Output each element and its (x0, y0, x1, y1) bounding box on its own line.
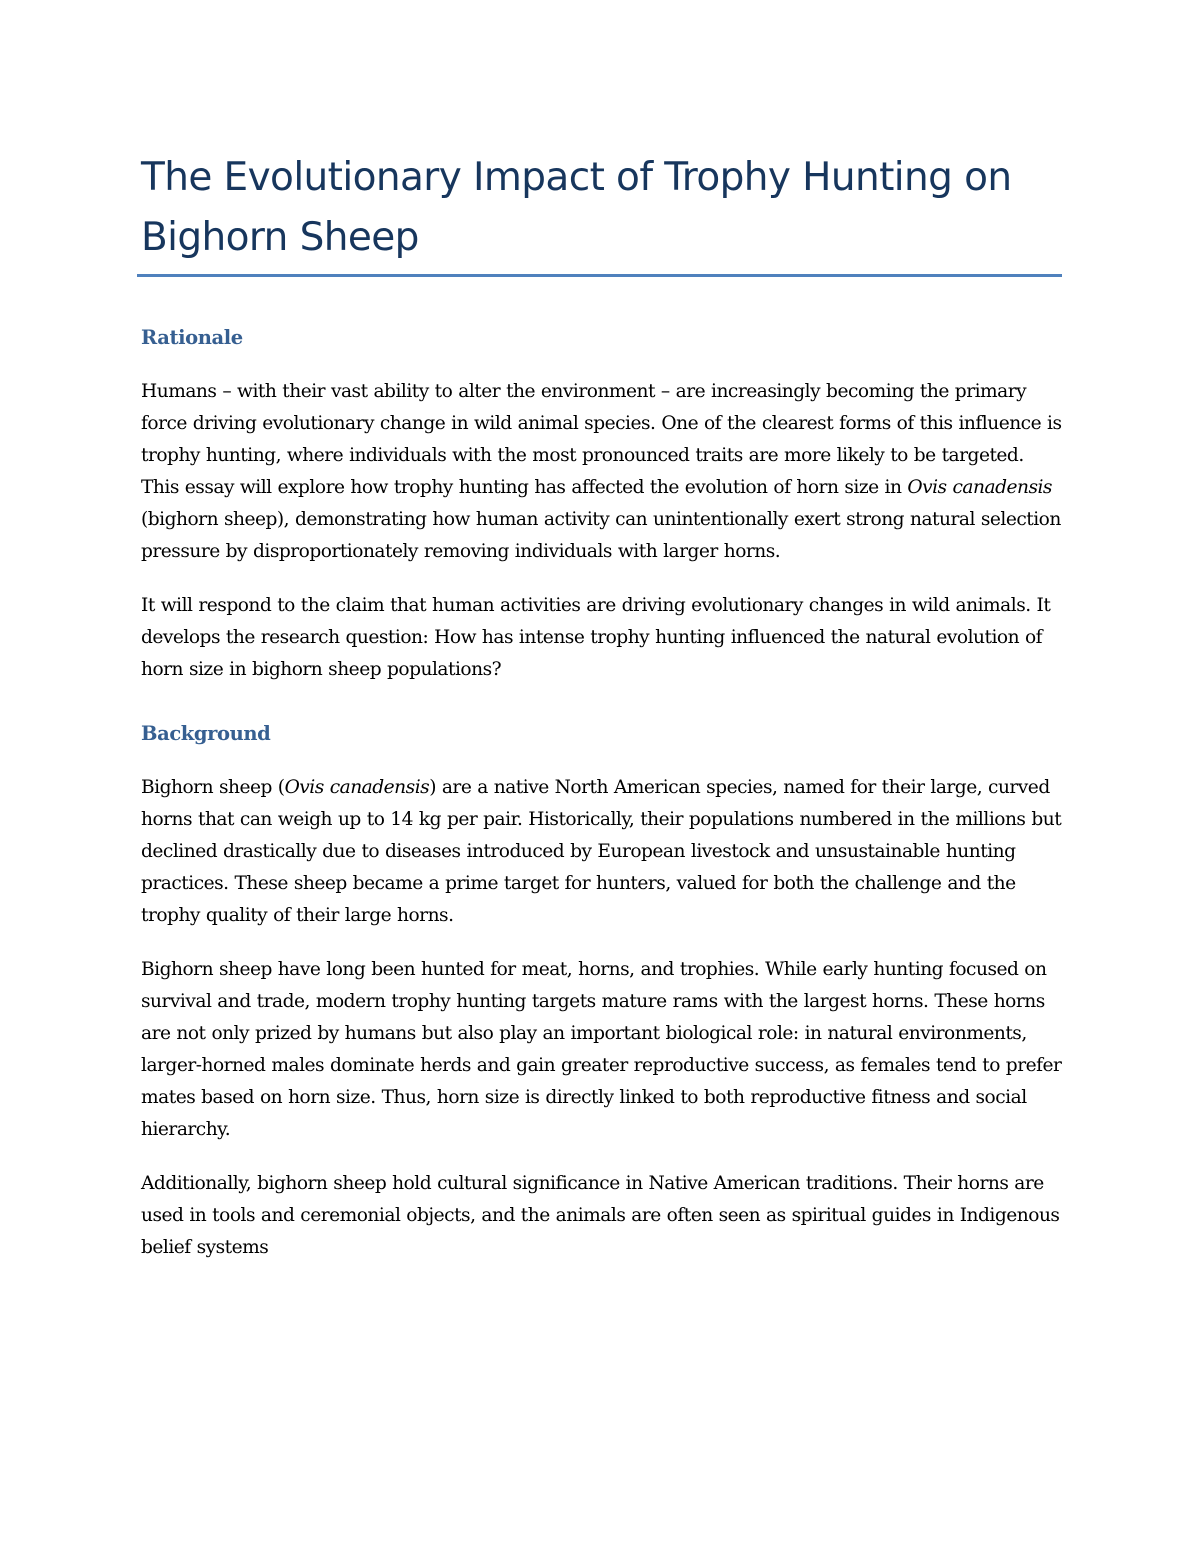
rationale-p1-text-start: Humans – with their vast ability to alter the environment – are increasingly becoming the primary force driving evolutionary change in wild animal species. One of the clearest forms of this influence is trophy hunting, where individuals with the most pronounced traits are more likely to be targeted. This essay will explore how trophy hunting has affected the evolution of horn size in (141, 381, 1062, 498)
background-paragraph-2: Bighorn sheep have long been hunted for meat, horns, and trophies. While early hunting focused on survival and trade, modern trophy hunting targets mature rams with the largest horns. These horns are not only prized by humans but also play an important biological role: in natural environments, larger-horned males dominate herds and gain greater reproductive success, as females tend to prefer mates based on horn size. Thus, horn size is directly linked to both reproductive fitness and social hierarchy. (141, 959, 1062, 1140)
background-paragraph-3: Additionally, bighorn sheep hold cultural significance in Native American traditions. Their horns are used in tools and ceremonial objects, and the animals are often seen as spiritual guides in Indigenous belief systems (141, 1173, 1060, 1258)
background-paragraph-1 (141, 772, 1062, 932)
background-p1-text-end: ) are a native North American species, named for their large, curved horns that can weigh up to 14 kg per pair. Historically, their populations numbered in the millions but declined drastically due to diseases introduced by European livestock and unsustainable hunting practices. These sheep became a prime target for hunters, valued for both the challenge and the trophy quality of their large horns. (141, 777, 1062, 926)
title-underline-rule (137, 274, 1062, 277)
heading-rationale: Rationale (141, 326, 243, 349)
document-body (141, 148, 1062, 1264)
title-line-1: The Evolutionary Impact of Trophy Hunting on (141, 155, 1012, 200)
background-p1-text-start: Bighorn sheep ( (141, 777, 285, 798)
species-name-italic: Ovis canadensis (284, 777, 430, 798)
rationale-p1-text-end: (bighorn sheep), demonstrating how human activity can unintentionally exert strong natural selection pressure by disproportionately removing individuals with larger horns. (141, 509, 1061, 562)
species-name-italic: Ovis canadensis (907, 477, 1052, 498)
rationale-paragraph-1 (141, 376, 1062, 568)
heading-background: Background (141, 722, 271, 745)
rationale-paragraph-2: It will respond to the claim that human activities are driving evolutionary changes in wild animals. It develops the research question: How has intense trophy hunting influenced the natural evolution of horn size in bighorn sheep populations? (141, 595, 1051, 680)
title-line-2: Bighorn Sheep (141, 215, 419, 260)
document-title (141, 148, 1062, 268)
